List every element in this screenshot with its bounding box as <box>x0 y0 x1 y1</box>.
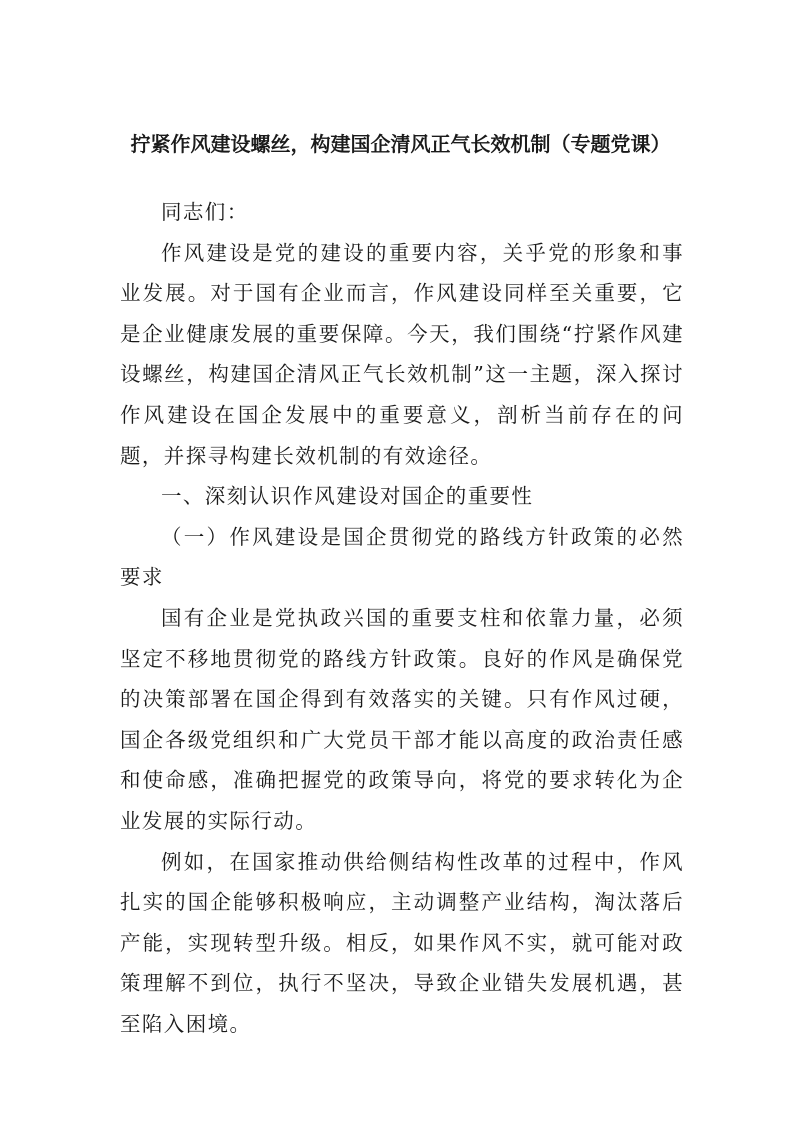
document-body <box>120 192 684 1044</box>
body-paragraph: 国有企业是党执政兴国的重要支柱和依靠力量，必须坚定不移地贯彻党的路线方针政策。良好的作风是确保党的决策部署在国企得到有效落实的关键。只有作风过硬，国企各级党组织和广大党员干部才能以高度的政治责任感和使命感，准确把握党的政策导向，将党的要求转化为企业发展的实际行动。 <box>120 605 684 833</box>
example-paragraph: 例如，在国家推动供给侧结构性改革的过程中，作风扎实的国企能够积极响应，主动调整产业结构，淘汰落后产能，实现转型升级。相反，如果作风不实，就可能对政策理解不到位，执行不坚决，导致企业错失发展机遇，甚至陷入困境。 <box>120 849 684 1036</box>
intro-paragraph: 作风建设是党的建设的重要内容，关乎党的形象和事业发展。对于国有企业而言，作风建设同样至关重要，它是企业健康发展的重要保障。今天，我们围绕“拧紧作风建设螺丝，构建国企清风正气长效机制”这一主题，深入探讨作风建设在国企发展中的重要意义，剖析当前存在的问题，并探寻构建长效机制的有效途径。 <box>120 240 684 468</box>
document-title: 拧紧作风建设螺丝，构建国企清风正气长效机制（专题党课） <box>130 132 671 156</box>
section-heading: 一、深刻认识作风建设对国企的重要性 <box>161 484 534 509</box>
salutation-paragraph: 同志们： <box>161 200 249 224</box>
subsection-heading: （一）作风建设是国企贯彻党的路线方针政策的必然要求 <box>120 524 684 590</box>
